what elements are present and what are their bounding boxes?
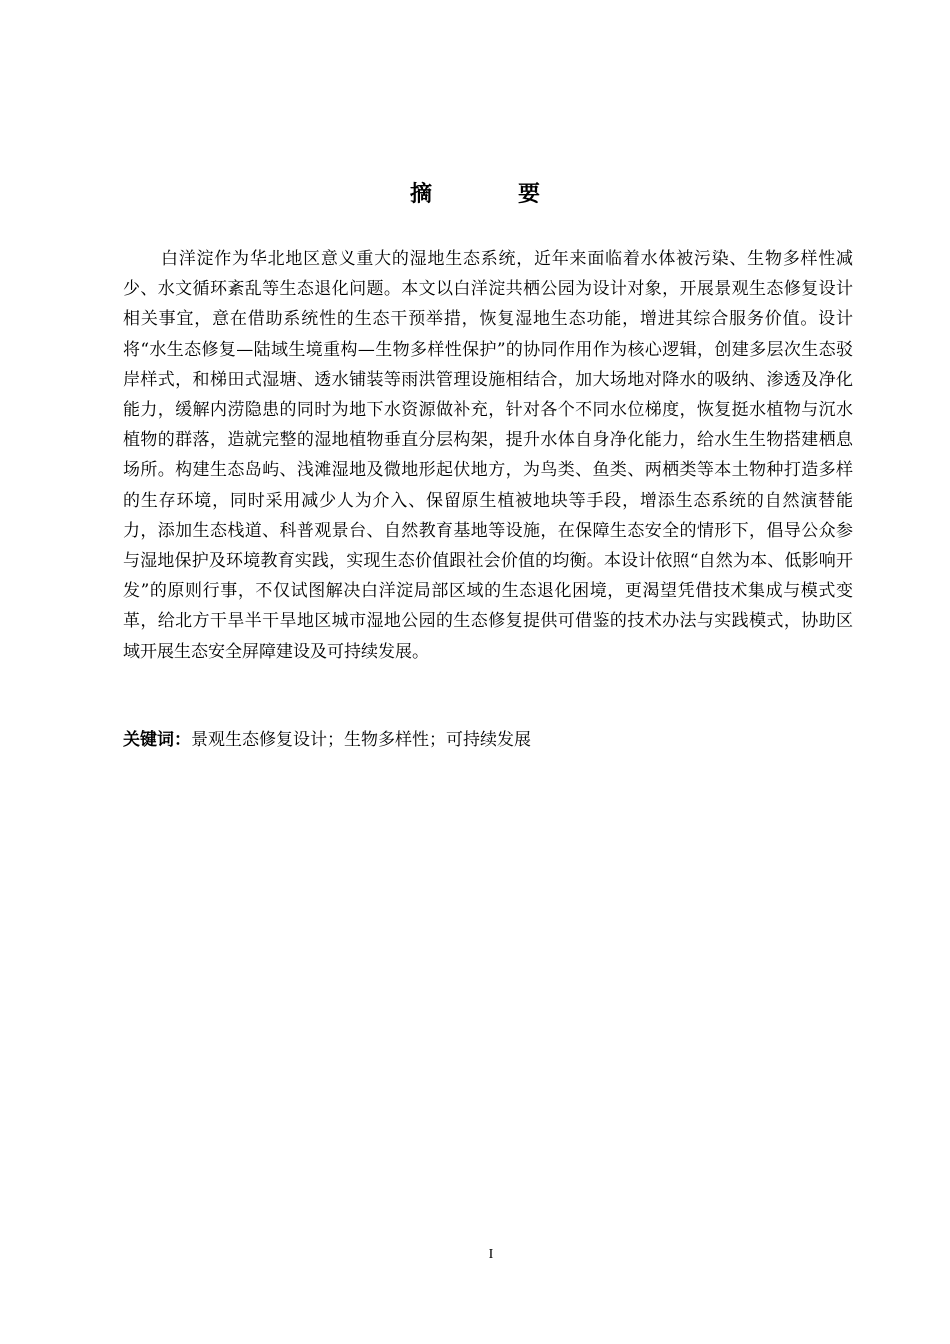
abstract-paragraph: 白洋淀作为华北地区意义重大的湿地生态系统，近年来面临着水体被污染、生物多样性减少、水文循环紊乱等生态退化问题。本文以白洋淀共栖公园为设计对象，开展景观生态修复设计相关事宜，意在借助系统性的生态干预举措，恢复湿地生态功能，增进其综合服务价值。设计将“水生态修复—陆域生境重构—生物多样性保护”的协同作用作为核心逻辑，创建多层次生态驳岸样式，和梯田式湿塘、透水铺装等雨洪管理设施相结合，加大场地对降水的吸纳、渗透及净化能力，缓解内涝隐患的同时为地下水资源做补充，针对各个不同水位梯度，恢复挺水植物与沉水植物的群落，造就完整的湿地植物垂直分层构架，提升水体自身净化能力，给水生生物搭建栖息场所。构建生态岛屿、浅滩湿地及微地形起伏地方，为鸟类、鱼类、两栖类等本土物种打造多样的生存环境，同时采用减少人为介入、保留原生植被地块等手段，增添生态系统的自然演替能力，添加生态栈道、科普观景台、自然教育基地等设施，在保障生态安全的情形下，倡导公众参与湿地保护及环境教育实践，实现生态价值跟社会价值的均衡。本设计依照“自然为本、低影响开发”的原则行事，不仅试图解决白洋淀局部区域的生态退化困境，更渴望凭借技术集成与模式变革，给北方干旱半干旱地区城市湿地公园的生态修复提供可借鉴的技术办法与实践模式，协助区域开展生态安全屏障建设及可持续发展。 — [123, 249, 853, 662]
keywords-line — [123, 725, 853, 755]
abstract-title: 摘 要 — [409, 182, 572, 207]
keywords-label: 关键词： — [123, 730, 191, 750]
keywords-text: 景观生态修复设计；生物多样性；可持续发展 — [191, 730, 531, 750]
page-number: I — [488, 1247, 494, 1262]
